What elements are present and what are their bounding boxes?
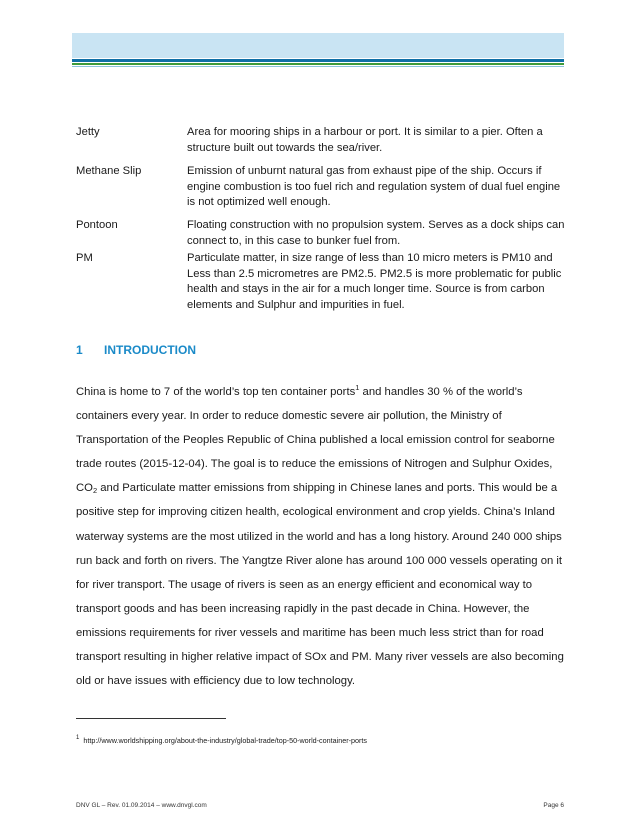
glossary-definition: Area for mooring ships in a harbour or port. It is similar to a pier. Often a structure built out towards the sea/river. [187, 126, 543, 154]
glossary-definition: Floating construction with no propulsion system. Serves as a dock ships can connect to, in this case to bunker fuel from. [187, 219, 565, 247]
footer-left: DNV GL – Rev. 01.09.2014 – www.dnvgl.com [76, 802, 207, 809]
section-title: INTRODUCTION [104, 343, 196, 357]
footnote-marker: 1 [76, 735, 80, 741]
body-text-part: China is home to 7 of the world’s top ten container ports [76, 386, 356, 398]
page-number: Page 6 [543, 802, 564, 809]
section-number: 1 [76, 343, 83, 357]
glossary-term: Methane Slip [76, 165, 142, 177]
section-heading [76, 342, 556, 358]
footnote-link[interactable]: http://www.worldshipping.org/about-the-industry/global-trade/top-50-world-container-ports [83, 736, 367, 745]
header-rule-blue [72, 59, 564, 62]
glossary-term: Pontoon [76, 219, 118, 231]
glossary-definition: Emission of unburnt natural gas from exhaust pipe of the ship. Occurs if engine combustion is too fuel rich and regulation system of dual fuel engine is not optimized well enough. [187, 165, 561, 208]
footnote-reference[interactable]: 1 [355, 383, 360, 392]
glossary-term: PM [76, 252, 93, 264]
body-text-part: and handles 30 % of the world’s containers every year. In order to reduce domestic severe air pollution, the Ministry of Transportation of the Peoples Republic of China published a local emission control for seaborne trade routes (2015-12-04). The goal is to reduce the emissions of Nitrogen and Sulphur Oxides, CO [76, 386, 555, 495]
glossary-definition: Particulate matter, in size range of less than 10 micro meters is PM10 and Less than 2.5 micrometres are PM2.5. PM2.5 is more problematic for public health and stays in the air for a much longer time. Source is from carbon elements and Sulphur and impurities in fuel. [187, 252, 562, 311]
header-rule-green [72, 63, 564, 65]
co2-subscript: 2 [92, 486, 98, 496]
footnote-separator [76, 718, 226, 719]
header-rule-thin [72, 66, 564, 67]
footnote [76, 736, 566, 746]
header-band [72, 33, 564, 58]
introduction-paragraph [76, 380, 566, 693]
glossary-term: Jetty [76, 126, 100, 138]
body-text-part: and Particulate matter emissions from shipping in Chinese lanes and ports. This would be a positive step for improving citizen health, ecological environment and crop yields. China’s Inland waterway systems are the most utilized in the world and has a long history. Around 240 000 ships run back and forth on rivers. The Yangtze River alone has around 100 000 vessels operating on it for river transport. The usage of rivers is seen as an energy efficient and economical way to transport goods and has been increasing rapidly in the past decade in China. However, the emissions requirements for river vessels and maritime has been much less strict than for road transport resulting in higher relative impact of SOx and PM. Many river vessels are also becoming old or have issues with efficiency due to low technology. [76, 482, 564, 688]
